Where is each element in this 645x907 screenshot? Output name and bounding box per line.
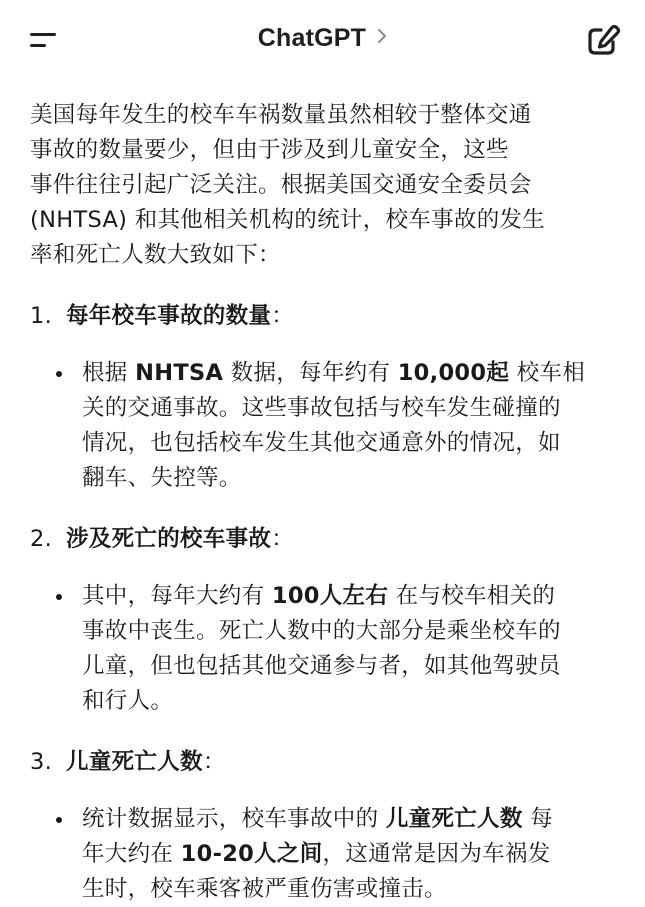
list-item-heading xyxy=(30,299,620,334)
intro-line: 率和死亡人数大致如下： xyxy=(30,242,281,268)
bullet-line: 其中，每年大约有 100人左右 在与校车相关的 xyxy=(82,583,556,609)
assistant-message xyxy=(30,92,620,907)
heading-text: 涉及死亡的校车事故 xyxy=(66,526,272,552)
bullet-line: 关的交通事故。这些事故包括与校车发生碰撞的 xyxy=(82,395,561,421)
intro-line: (NHTSA) 和其他相关机构的统计，校车事故的发生 xyxy=(30,207,546,233)
list-item-heading xyxy=(30,522,620,557)
bullet-item xyxy=(30,802,620,907)
bullet-line: 儿童，但也包括其他交通参与者，如其他驾驶员 xyxy=(82,653,561,679)
bullet-line: 根据 NHTSA 数据，每年约有 10,000起 校车相 xyxy=(82,360,586,386)
heading-text: 儿童死亡人数 xyxy=(66,749,203,775)
bullet-dot xyxy=(56,817,62,823)
bullet-line: 和行人。 xyxy=(82,688,174,714)
top-bar xyxy=(0,0,645,80)
app-title: ChatGPT xyxy=(257,24,367,52)
heading-colon: ： xyxy=(271,526,295,552)
chevron-right-icon xyxy=(377,28,387,48)
bullet-line: 统计数据显示，校车事故中的 儿童死亡人数 每 xyxy=(82,806,553,832)
heading-colon: ： xyxy=(202,749,226,775)
intro-line: 美国每年发生的校车车祸数量虽然相较于整体交通 xyxy=(30,102,532,128)
bullet-line: 事故中丧生。死亡人数中的大部分是乘坐校车的 xyxy=(82,618,561,644)
bullet-line: 翻车、失控等。 xyxy=(82,465,242,491)
list-number: 3. xyxy=(30,749,53,775)
bullet-line: 年大约在 10-20人之间，这通常是因为车祸发 xyxy=(82,841,551,867)
compose-icon xyxy=(585,43,621,62)
intro-paragraph xyxy=(30,98,620,273)
heading-text: 每年校车事故的数量 xyxy=(66,303,272,329)
bullet-line: 生时，校车乘客被严重伤害或撞击。 xyxy=(82,876,447,902)
bullet-item xyxy=(30,579,620,719)
list-number: 2. xyxy=(30,526,53,552)
bullet-item xyxy=(30,356,620,496)
bullet-line: 情况，也包括校车发生其他交通意外的情况，如 xyxy=(82,430,561,456)
bullet-dot xyxy=(56,371,62,377)
list-number: 1. xyxy=(30,303,53,329)
bullet-dot xyxy=(56,594,62,600)
list-item-heading xyxy=(30,745,620,780)
heading-colon: ： xyxy=(271,303,295,329)
intro-line: 事故的数量要少，但由于涉及到儿童安全，这些 xyxy=(30,137,509,163)
model-selector[interactable] xyxy=(0,24,645,53)
intro-line: 事件往往引起广泛关注。根据美国交通安全委员会 xyxy=(30,172,532,198)
new-chat-button[interactable] xyxy=(585,24,625,60)
